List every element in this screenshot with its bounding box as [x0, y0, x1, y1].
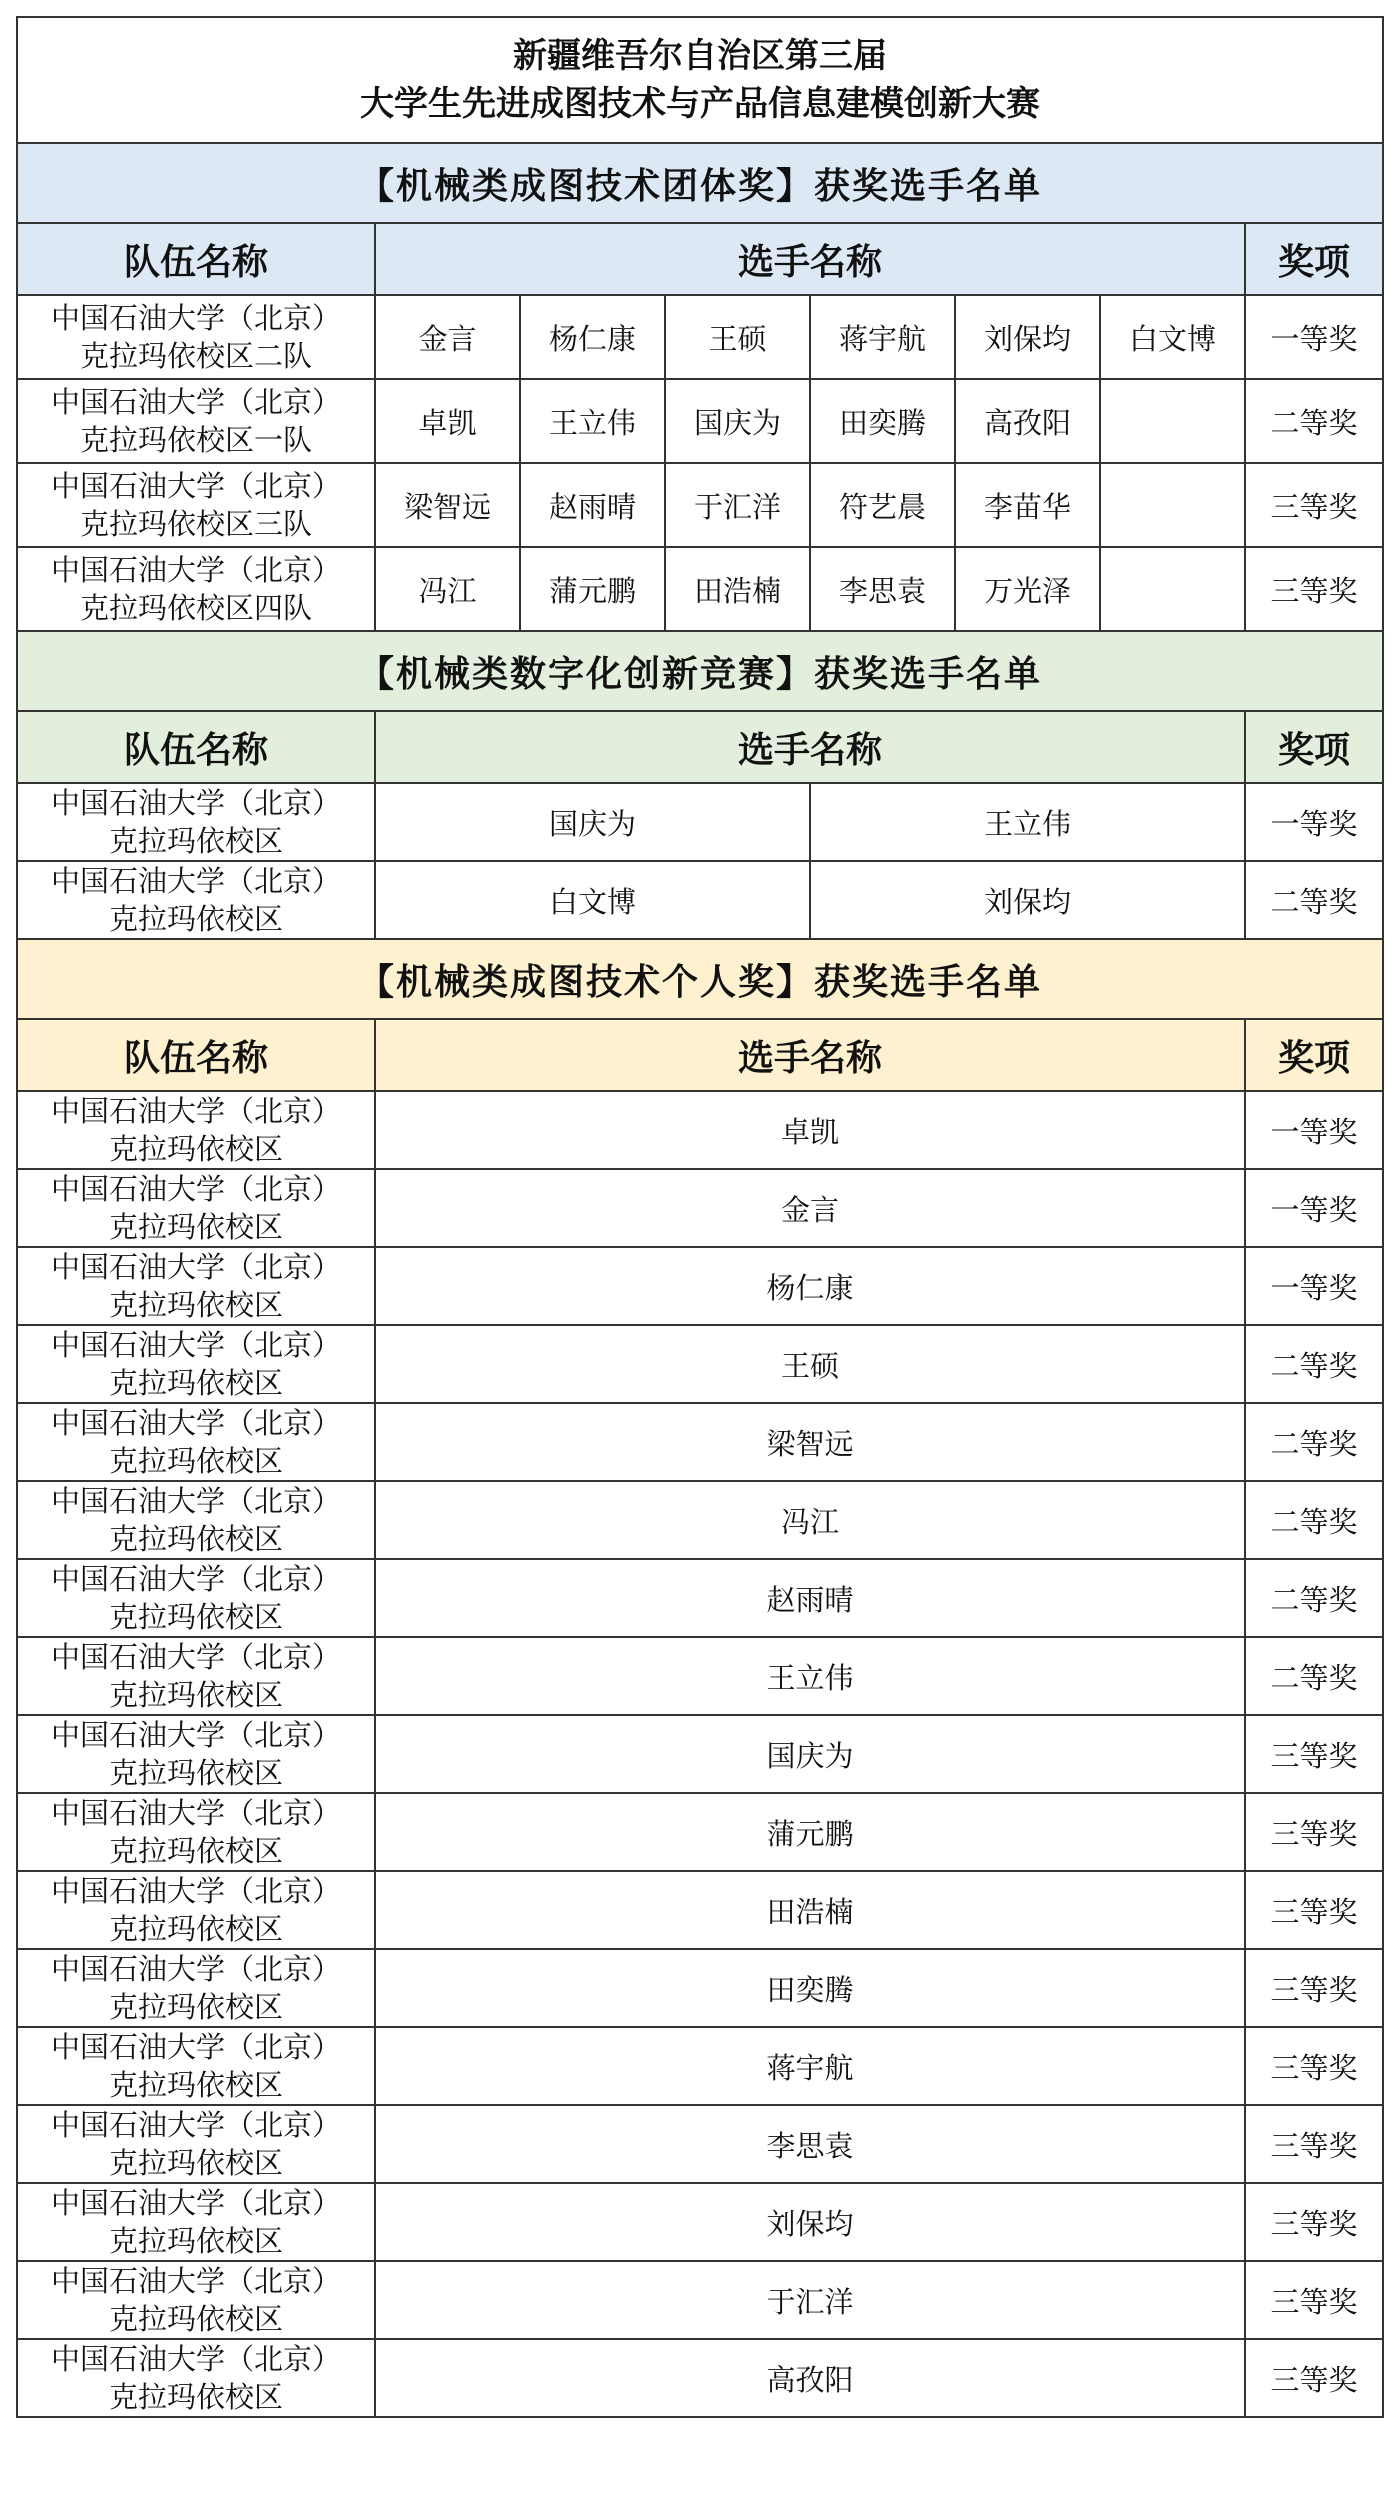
team-name-cell	[17, 379, 375, 463]
player-name: 蒲元鹏	[520, 547, 665, 631]
team-name-line-1: 中国石油大学（北京）	[50, 1874, 341, 1908]
title-line-1: 新疆维吾尔自治区第三届	[513, 36, 887, 76]
section-team-award	[17, 143, 1383, 223]
team-name-line-1: 中国石油大学（北京）	[50, 2030, 341, 2064]
header-award: 奖项	[1245, 1019, 1383, 1091]
player-name: 白文博	[1100, 295, 1245, 379]
team-name-line-1: 中国石油大学（北京）	[50, 2342, 341, 2376]
team-name-cell	[17, 1169, 375, 1247]
player-name: 王硕	[665, 295, 810, 379]
award-value: 三等奖	[1245, 1715, 1383, 1793]
team-name-line-1: 中国石油大学（北京）	[50, 1094, 341, 1128]
player-name: 于汇洋	[375, 2261, 1245, 2339]
player-name	[1100, 463, 1245, 547]
table-row	[17, 861, 1383, 939]
award-value: 三等奖	[1245, 2339, 1383, 2417]
player-name: 卓凯	[375, 379, 520, 463]
award-value: 三等奖	[1245, 1871, 1383, 1949]
team-name-line-1: 中国石油大学（北京）	[50, 1562, 341, 1596]
player-name: 赵雨晴	[520, 463, 665, 547]
team-name-line-1: 中国石油大学（北京）	[50, 1640, 341, 1674]
player-name: 刘保均	[955, 295, 1100, 379]
award-value: 二等奖	[1245, 1481, 1383, 1559]
results-table	[16, 16, 1384, 2418]
team-name-line-2: 克拉玛依校区	[108, 1834, 283, 1868]
team-name-line-2: 克拉玛依校区一队	[79, 423, 312, 457]
table-row	[17, 547, 1383, 631]
team-name-line-2: 克拉玛依校区	[108, 1912, 283, 1946]
award-value: 一等奖	[1245, 1169, 1383, 1247]
team-name-cell	[17, 2339, 375, 2417]
player-name: 李思袁	[375, 2105, 1245, 2183]
team-name-line-2: 克拉玛依校区	[108, 902, 283, 936]
player-name: 王立伟	[520, 379, 665, 463]
award-value: 三等奖	[1245, 2183, 1383, 2261]
award-value: 二等奖	[1245, 861, 1383, 939]
team-name-line-2: 克拉玛依校区	[108, 1210, 283, 1244]
team-name-line-1: 中国石油大学（北京）	[50, 1406, 341, 1440]
player-name: 王硕	[375, 1325, 1245, 1403]
document-title	[17, 17, 1383, 143]
player-name: 高孜阳	[375, 2339, 1245, 2417]
table-row	[17, 783, 1383, 861]
team-name-line-2: 克拉玛依校区	[108, 2380, 283, 2414]
award-value: 三等奖	[1245, 2105, 1383, 2183]
award-value: 三等奖	[1245, 463, 1383, 547]
player-name: 刘保均	[375, 2183, 1245, 2261]
team-name-line-1: 中国石油大学（北京）	[50, 786, 341, 820]
award-value: 三等奖	[1245, 1949, 1383, 2027]
player-name: 卓凯	[375, 1091, 1245, 1169]
team-name-line-1: 中国石油大学（北京）	[50, 1718, 341, 1752]
table-row	[17, 1715, 1383, 1793]
player-name	[1100, 379, 1245, 463]
team-name-line-1: 中国石油大学（北京）	[50, 1250, 341, 1284]
player-name: 杨仁康	[520, 295, 665, 379]
team-name-line-2: 克拉玛依校区	[108, 1288, 283, 1322]
team-name-cell	[17, 2105, 375, 2183]
award-value: 二等奖	[1245, 379, 1383, 463]
team-name-cell	[17, 2261, 375, 2339]
player-name: 国庆为	[375, 1715, 1245, 1793]
award-value: 一等奖	[1245, 295, 1383, 379]
player-name: 梁智远	[375, 1403, 1245, 1481]
table-row	[17, 1325, 1383, 1403]
header-players: 选手名称	[375, 223, 1245, 295]
team-name-line-2: 克拉玛依校区	[108, 1678, 283, 1712]
team-name-line-1: 中国石油大学（北京）	[50, 1796, 341, 1830]
table-row	[17, 1169, 1383, 1247]
table-row	[17, 2339, 1383, 2417]
header-players: 选手名称	[375, 1019, 1245, 1091]
player-name: 符艺晨	[810, 463, 955, 547]
table-row	[17, 379, 1383, 463]
team-name-cell	[17, 2027, 375, 2105]
award-value: 二等奖	[1245, 1559, 1383, 1637]
player-name: 王立伟	[810, 783, 1245, 861]
player-name: 白文博	[375, 861, 810, 939]
section-individual-award	[17, 939, 1383, 1019]
table-row	[17, 1247, 1383, 1325]
header-team: 队伍名称	[17, 1019, 375, 1091]
section-digital-innovation	[17, 631, 1383, 711]
team-name-line-2: 克拉玛依校区	[108, 2224, 283, 2258]
table-row	[17, 1403, 1383, 1481]
team-name-line-2: 克拉玛依校区	[108, 1756, 283, 1790]
award-value: 一等奖	[1245, 1247, 1383, 1325]
team-name-cell	[17, 1403, 375, 1481]
team-name-line-2: 克拉玛依校区	[108, 1132, 283, 1166]
player-name: 金言	[375, 295, 520, 379]
team-name-line-1: 中国石油大学（北京）	[50, 1484, 341, 1518]
team-name-cell	[17, 1481, 375, 1559]
award-value: 三等奖	[1245, 2027, 1383, 2105]
award-value: 二等奖	[1245, 1637, 1383, 1715]
team-name-line-1: 中国石油大学（北京）	[50, 1172, 341, 1206]
team-name-line-2: 克拉玛依校区	[108, 1366, 283, 1400]
table-row	[17, 295, 1383, 379]
team-name-cell	[17, 1091, 375, 1169]
player-name: 李苗华	[955, 463, 1100, 547]
award-value: 一等奖	[1245, 1091, 1383, 1169]
table-row	[17, 1949, 1383, 2027]
section-title: 【机械类数字化创新竞赛】获奖选手名单	[17, 631, 1383, 711]
player-name: 金言	[375, 1169, 1245, 1247]
section-title: 【机械类成图技术个人奖】获奖选手名单	[17, 939, 1383, 1019]
team-name-line-1: 中国石油大学（北京）	[50, 469, 341, 503]
player-name: 王立伟	[375, 1637, 1245, 1715]
player-name: 冯江	[375, 547, 520, 631]
player-name: 赵雨晴	[375, 1559, 1245, 1637]
player-name: 梁智远	[375, 463, 520, 547]
team-name-cell	[17, 1637, 375, 1715]
team-name-cell	[17, 783, 375, 861]
team-name-line-1: 中国石油大学（北京）	[50, 1952, 341, 1986]
player-name	[1100, 547, 1245, 631]
team-name-line-2: 克拉玛依校区	[108, 2302, 283, 2336]
player-name: 国庆为	[665, 379, 810, 463]
team-name-cell	[17, 1793, 375, 1871]
player-name: 田奕腾	[810, 379, 955, 463]
team-name-line-1: 中国石油大学（北京）	[50, 553, 341, 587]
table-row	[17, 463, 1383, 547]
team-name-line-1: 中国石油大学（北京）	[50, 864, 341, 898]
header-team: 队伍名称	[17, 711, 375, 783]
title-line-2: 大学生先进成图技术与产品信息建模创新大赛	[360, 84, 1040, 124]
column-header-row	[17, 223, 1383, 295]
team-name-line-1: 中国石油大学（北京）	[50, 2186, 341, 2220]
player-name: 田奕腾	[375, 1949, 1245, 2027]
player-name: 冯江	[375, 1481, 1245, 1559]
team-name-cell	[17, 1247, 375, 1325]
player-name: 李思袁	[810, 547, 955, 631]
team-name-cell	[17, 1325, 375, 1403]
award-value: 二等奖	[1245, 1325, 1383, 1403]
team-name-line-2: 克拉玛依校区	[108, 1522, 283, 1556]
team-name-line-2: 克拉玛依校区四队	[79, 591, 312, 625]
header-players: 选手名称	[375, 711, 1245, 783]
team-name-line-2: 克拉玛依校区二队	[79, 339, 312, 373]
player-name: 刘保均	[810, 861, 1245, 939]
team-name-line-2: 克拉玛依校区	[108, 1444, 283, 1478]
player-name: 田浩楠	[665, 547, 810, 631]
award-value: 三等奖	[1245, 2261, 1383, 2339]
team-name-line-2: 克拉玛依校区	[108, 2146, 283, 2180]
award-value: 三等奖	[1245, 547, 1383, 631]
award-value: 二等奖	[1245, 1403, 1383, 1481]
header-award: 奖项	[1245, 711, 1383, 783]
player-name: 蒋宇航	[375, 2027, 1245, 2105]
team-name-cell	[17, 295, 375, 379]
column-header-row	[17, 711, 1383, 783]
header-team: 队伍名称	[17, 223, 375, 295]
team-name-line-2: 克拉玛依校区	[108, 1600, 283, 1634]
table-row	[17, 1637, 1383, 1715]
table-row	[17, 2027, 1383, 2105]
award-value: 一等奖	[1245, 783, 1383, 861]
team-name-cell	[17, 547, 375, 631]
team-name-line-1: 中国石油大学（北京）	[50, 2264, 341, 2298]
table-row	[17, 2105, 1383, 2183]
team-name-line-2: 克拉玛依校区	[108, 2068, 283, 2102]
header-award: 奖项	[1245, 223, 1383, 295]
table-row	[17, 1793, 1383, 1871]
table-row	[17, 1871, 1383, 1949]
results-document	[16, 16, 1382, 2418]
team-name-cell	[17, 1949, 375, 2027]
team-name-cell	[17, 2183, 375, 2261]
table-row	[17, 1091, 1383, 1169]
team-name-cell	[17, 1559, 375, 1637]
team-name-line-1: 中国石油大学（北京）	[50, 385, 341, 419]
player-name: 杨仁康	[375, 1247, 1245, 1325]
section-title: 【机械类成图技术团体奖】获奖选手名单	[17, 143, 1383, 223]
table-row	[17, 2261, 1383, 2339]
award-value: 三等奖	[1245, 1793, 1383, 1871]
player-name: 万光泽	[955, 547, 1100, 631]
team-name-line-2: 克拉玛依校区	[108, 1990, 283, 2024]
table-row	[17, 2183, 1383, 2261]
column-header-row	[17, 1019, 1383, 1091]
team-name-line-2: 克拉玛依校区三队	[79, 507, 312, 541]
player-name: 蒋宇航	[810, 295, 955, 379]
team-name-line-2: 克拉玛依校区	[108, 824, 283, 858]
table-row	[17, 1481, 1383, 1559]
player-name: 蒲元鹏	[375, 1793, 1245, 1871]
team-name-line-1: 中国石油大学（北京）	[50, 2108, 341, 2142]
team-name-cell	[17, 463, 375, 547]
player-name: 于汇洋	[665, 463, 810, 547]
player-name: 高孜阳	[955, 379, 1100, 463]
team-name-cell	[17, 1871, 375, 1949]
team-name-cell	[17, 1715, 375, 1793]
team-name-line-1: 中国石油大学（北京）	[50, 1328, 341, 1362]
team-name-cell	[17, 861, 375, 939]
player-name: 田浩楠	[375, 1871, 1245, 1949]
player-name: 国庆为	[375, 783, 810, 861]
table-row	[17, 1559, 1383, 1637]
team-name-line-1: 中国石油大学（北京）	[50, 301, 341, 335]
